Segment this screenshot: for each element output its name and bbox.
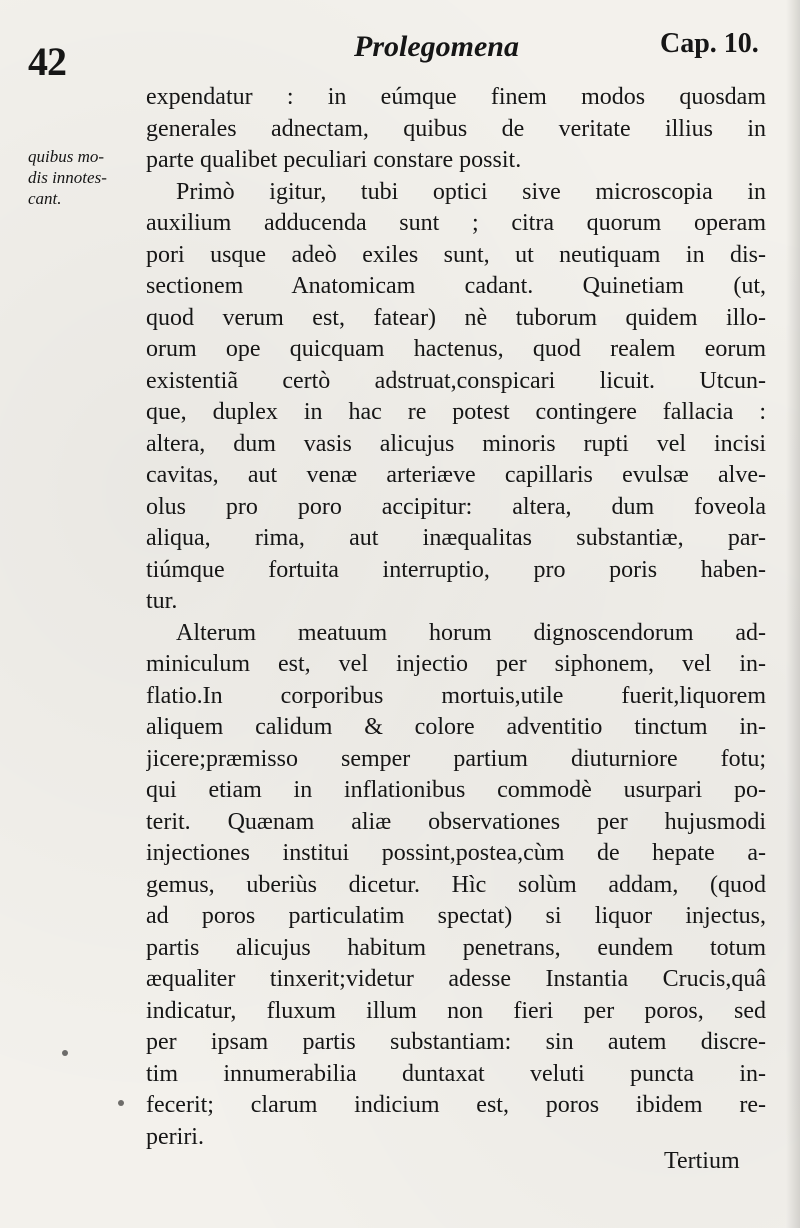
text-line: partis alicujus habitum penetrans, eundem totum xyxy=(146,934,766,961)
margin-note xyxy=(28,146,144,209)
text-line: sectionem Anatomicam cadant. Quinetiam (ut, xyxy=(146,273,766,299)
margin-note-line: cant. xyxy=(28,189,62,208)
text-line: Primò igitur, tubi optici sive microscopia in xyxy=(176,178,766,205)
text-line: aliqua, rima, aut inæqualitas substantiæ, par- xyxy=(146,525,766,551)
text-line: periri. xyxy=(146,1123,204,1150)
page-number: 42 xyxy=(28,39,66,84)
text-line: Alterum meatuum horum dignoscendorum ad- xyxy=(176,619,766,646)
text-line: expendatur : in eúmque finem modos quosdam xyxy=(146,84,766,110)
text-line: parte qualibet peculiari constare possit. xyxy=(146,147,522,173)
text-line: jicere;præmisso semper partium diuturniore fotu; xyxy=(146,745,766,772)
text-line: olus pro poro accipitur: altera, dum foveola xyxy=(146,493,766,520)
text-line: gemus, uberiùs dicetur. Hìc solùm addam, (quod xyxy=(146,871,766,898)
text-line: fecerit; clarum indicium est, poros ibidem re- xyxy=(146,1092,766,1118)
ink-speck xyxy=(62,1050,68,1056)
text-line: quod verum est, fatear) nè tuborum quidem illo- xyxy=(146,304,766,331)
margin-note-line: quibus mo- xyxy=(28,147,105,166)
body-text xyxy=(146,82,766,1153)
text-line: auxilium adducenda sunt ; citra quorum operam xyxy=(146,210,766,236)
text-line: flatio.In corporibus mortuis,utile fuerit,liquorem xyxy=(146,682,766,709)
text-line: aliquem calidum & colore adventitio tinctum in- xyxy=(146,714,766,740)
text-line: tur. xyxy=(146,588,178,614)
text-line: tim innumerabilia duntaxat veluti puncta in- xyxy=(146,1060,766,1087)
chapter-label: Cap. 10. xyxy=(660,28,759,59)
text-line: æqualiter tinxerit;videtur adesse Instantia Crucis,quâ xyxy=(146,966,766,992)
text-line: que, duplex in hac re potest contingere fallacia : xyxy=(146,399,766,425)
text-line: existentiã certò adstruat,conspicari licuit. Utcun- xyxy=(146,367,766,394)
text-line: per ipsam partis substantiam: sin autem discre- xyxy=(146,1029,766,1055)
margin-note-line: dis innotes- xyxy=(28,168,107,187)
text-line: injectiones institui possint,postea,cùm de hepate a- xyxy=(146,840,766,866)
text-line: miniculum est, vel injectio per siphonem, vel in- xyxy=(146,651,766,677)
running-title: Prolegomena xyxy=(354,30,519,63)
text-line: indicatur, fluxum illum non fieri per poros, sed xyxy=(146,997,766,1024)
text-line: qui etiam in inflationibus commodè usurpari po- xyxy=(146,777,766,803)
text-line: generales adnectam, quibus de veritate illius in xyxy=(146,115,766,142)
page-header xyxy=(0,22,800,84)
page-edge-shadow xyxy=(786,0,800,1228)
text-line: pori usque adeò exiles sunt, ut neutiquam in dis- xyxy=(146,241,766,268)
text-line: tiúmque fortuita interruptio, pro poris haben- xyxy=(146,556,766,583)
text-line: altera, dum vasis alicujus minoris rupti vel incisi xyxy=(146,430,766,457)
text-line: ad poros particulatim spectat) si liquor injectus, xyxy=(146,903,766,929)
text-line: orum ope quicquam hactenus, quod realem eorum xyxy=(146,336,766,362)
text-line: cavitas, aut venæ arteriæve capillaris evulsæ alve- xyxy=(146,462,766,488)
ink-speck xyxy=(118,1100,124,1106)
catchword: Tertium xyxy=(664,1148,740,1174)
text-line: terit. Quænam aliæ observationes per hujusmodi xyxy=(146,808,766,835)
